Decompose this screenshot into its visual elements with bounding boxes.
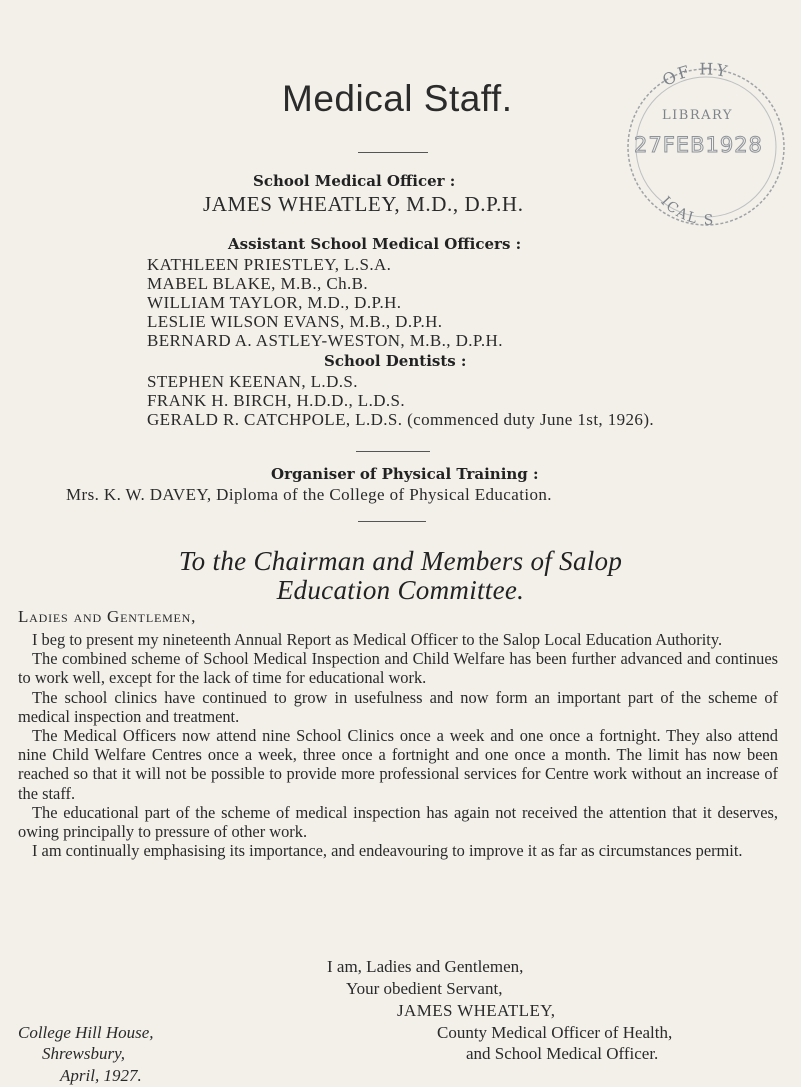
letter-title-line1: To the Chairman and Members of Salop [178,546,623,576]
paragraph: I am continually emphasising its importance, and endeavouring to improve it as far as circumstances permit. [32,841,743,861]
salutation: Ladies and Gentlemen, [18,607,197,626]
medical-officer-heading: School Medical Officer : [253,172,456,190]
assistant-officer: LESLIE WILSON EVANS, M.B., D.P.H. [147,312,443,331]
library-stamp [606,62,796,227]
paragraph: The educational part of the scheme of medical inspection has again not received the attention that it deserves, owing principally to pressure of other work. [18,802,778,842]
paragraph: I beg to present my nineteenth Annual Report as Medical Officer to the Salop Local Education Authority. [32,630,723,649]
address-line: College Hill House, [18,1023,154,1042]
closing-line: Your obedient Servant, [346,979,503,998]
letter-title-line2: Education Committee. [276,575,525,605]
dentist: FRANK H. BIRCH, H.D.D., L.D.S. [147,391,406,410]
divider [358,521,426,522]
address-line: Shrewsbury, [42,1044,125,1063]
dentist: GERALD R. CATCHPOLE, L.D.S. (commenced duty June 1st, 1926). [147,410,655,429]
medical-officer-name: JAMES WHEATLEY, M.D., D.P.H. [203,192,524,216]
divider [356,451,430,452]
paragraph: The Medical Officers now attend nine School Clinics once a week and one once a fortnight. They also attend nine Child Welfare Centres once a week, three once a fortnight and one once a month. The limit has now been reached so that it will not be possible to provide more professional services for Centre work without an increase of the staff. [18,726,778,803]
physical-training-organiser: Mrs. K. W. DAVEY, Diploma of the College of Physical Education. [66,485,552,504]
assistant-officer: WILLIAM TAYLOR, M.D., D.P.H. [147,293,402,312]
address-date: April, 1927. [60,1066,142,1085]
assistant-officer: KATHLEEN PRIESTLEY, L.S.A. [147,255,392,274]
svg-text:ICAL S [657,194,715,227]
physical-training-heading: Organiser of Physical Training : [271,465,539,483]
divider [358,152,428,153]
page-title: Medical Staff. [282,78,513,119]
closing-line: I am, Ladies and Gentlemen, [327,957,524,976]
assistant-officers-heading: Assistant School Medical Officers : [228,235,522,253]
signatory-title: and School Medical Officer. [466,1044,659,1063]
stamp-library-text: LIBRARY [662,108,733,123]
signatory-name: JAMES WHEATLEY, [397,1001,556,1020]
letter-body [18,630,778,860]
paragraph: The combined scheme of School Medical Inspection and Child Welfare has been further advanced and continues to work well, except for the lack of time for educational work. [18,649,778,688]
dentist: STEPHEN KEENAN, L.D.S. [147,372,358,391]
paragraph: The school clinics have continued to grow in usefulness and now form an important part of the scheme of medical inspection and treatment. [18,687,778,726]
assistant-officer: BERNARD A. ASTLEY-WESTON, M.B., D.P.H. [147,331,503,350]
assistant-officer: MABEL BLAKE, M.B., Ch.B. [147,274,369,293]
dentists-heading: School Dentists : [324,352,467,370]
svg-text:OF HY [659,62,731,90]
stamp-date-text: 27FEB1928 [634,133,763,157]
stamp-bottom-text: ICAL S [657,193,716,227]
signatory-title: County Medical Officer of Health, [437,1023,673,1042]
stamp-top-text: OF HY [659,62,731,90]
